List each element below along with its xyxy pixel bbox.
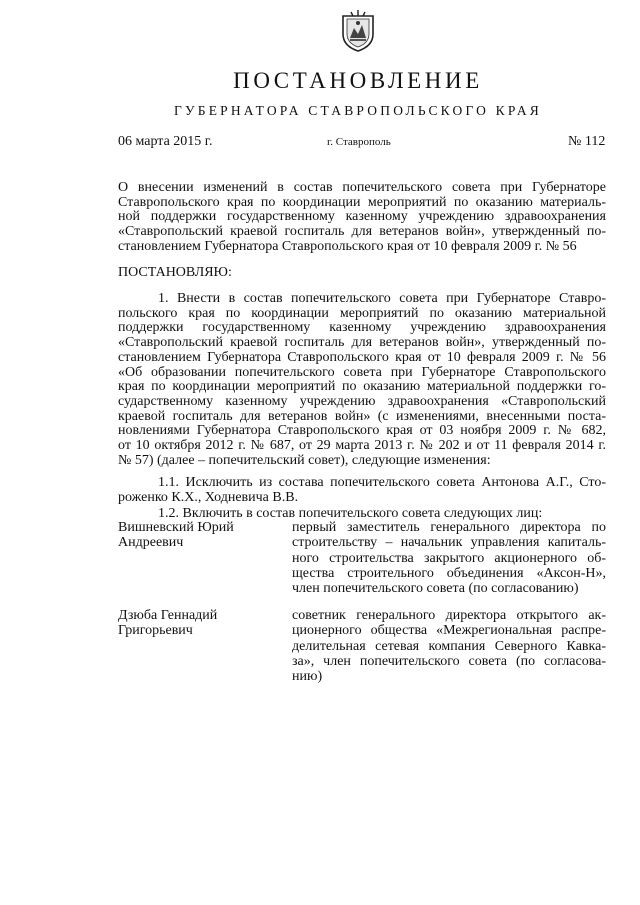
member-role-line: нию) xyxy=(292,669,323,685)
decree-word: ПОСТАНОВЛЯЮ: xyxy=(118,265,232,280)
member-role xyxy=(292,520,606,596)
document-subtitle: ГУБЕРНАТОРА СТАВРОПОЛЬСКОГО КРАЯ xyxy=(173,103,542,118)
decree-number: № 112 xyxy=(568,134,606,149)
member-role-line: ного строительства закрытого акционерного об- xyxy=(292,550,606,566)
paragraph-line: поддержки государственному казенному учреждению здравоохранения xyxy=(118,320,606,336)
member-role-line: первый заместитель генерального директора по xyxy=(292,520,606,535)
member-role-line: член попечительского совета (по согласованию) xyxy=(292,581,579,597)
member-name-line: Григорьевич xyxy=(118,623,193,638)
member-role-line: делительная сетевая компания Северного Кавка- xyxy=(292,638,606,654)
subject-line: О внесении изменений в состав попечительского совета при Губернаторе xyxy=(118,180,606,195)
subject-line: «Ставропольский краевой госпиталь для ветеранов войн», утвержденный по- xyxy=(118,224,606,240)
member-role xyxy=(292,608,606,684)
member-name xyxy=(118,520,278,550)
member-name-line: Вишневский Юрий xyxy=(118,520,234,535)
member-role-line: щества строительного объединения «Аксон-Н», xyxy=(292,565,606,581)
decree-subject xyxy=(118,181,606,255)
item-1-1-line: роженко К.Х., Ходневича В.В. xyxy=(118,490,299,505)
paragraph-line: польского края по координации мероприятий по оказанию материальной xyxy=(118,305,606,321)
member-name xyxy=(118,608,278,638)
subject-line: становлением Губернатора Ставропольского края от 10 февраля 2009 г. № 56 xyxy=(118,238,577,254)
paragraph-line: «Ставропольский краевой госпиталь для ветеранов войн», утвержденный по- xyxy=(118,335,606,351)
paragraph-line: краевой госпиталь для ветеранов войн» (с изменениями, внесенными поста- xyxy=(118,408,606,424)
paragraph-1 xyxy=(118,292,606,468)
paragraph-line: № 57) (далее – попечительский совет), следующие изменения: xyxy=(118,452,491,468)
paragraph-line: края по координации мероприятий по оказанию материальной поддержки го- xyxy=(118,379,606,395)
item-1-1-line: 1.1. Исключить из состава попечительского совета Антонова А.Г., Сто- xyxy=(158,475,606,490)
paragraph-line: становлением Губернатора Ставропольского края от 10 февраля 2009 г. № 56 xyxy=(118,349,606,365)
paragraph-line: от 10 октября 2012 г. № 687, от 29 марта 2013 г. № 202 и от 11 февраля 2014 г. xyxy=(118,438,606,454)
decree-date: 06 марта 2015 г. xyxy=(118,134,213,149)
member-role-line: советник генерального директора открытого ак- xyxy=(292,608,606,623)
decree-city: г. Ставрополь xyxy=(327,136,391,148)
paragraph-line: новлениями Губернатора Ставропольского края от 03 ноября 2009 г. № 682, xyxy=(118,423,606,439)
paragraph-line: сударственному казенному учреждению здравоохранения «Ставропольский xyxy=(118,393,606,409)
paragraph-line: «Об образовании попечительского совета при Губернаторе Ставропольского xyxy=(118,364,606,380)
member-name-line: Дзюба Геннадий xyxy=(118,608,218,623)
member-role-line: строительству – начальник управления капиталь- xyxy=(292,535,606,551)
member-name-line: Андреевич xyxy=(118,535,184,550)
member-role-line: за», член попечительского совета (по согласова- xyxy=(292,653,606,669)
paragraph-line: 1. Внести в состав попечительского совета при Губернаторе Ставро- xyxy=(158,291,606,306)
coat-of-arms-icon xyxy=(339,10,377,52)
subject-line: ной поддержки государственному казенному учреждению здравоохранения xyxy=(118,209,606,225)
member-role-line: ционерного общества «Межрегиональная распре- xyxy=(292,623,606,639)
item-1-2: 1.2. Включить в состав попечительского совета следующих лиц: xyxy=(158,506,543,521)
document-title: ПОСТАНОВЛЕНИЕ xyxy=(233,68,483,93)
subject-line: Ставропольского края по координации мероприятий по оказанию материаль- xyxy=(118,194,606,210)
